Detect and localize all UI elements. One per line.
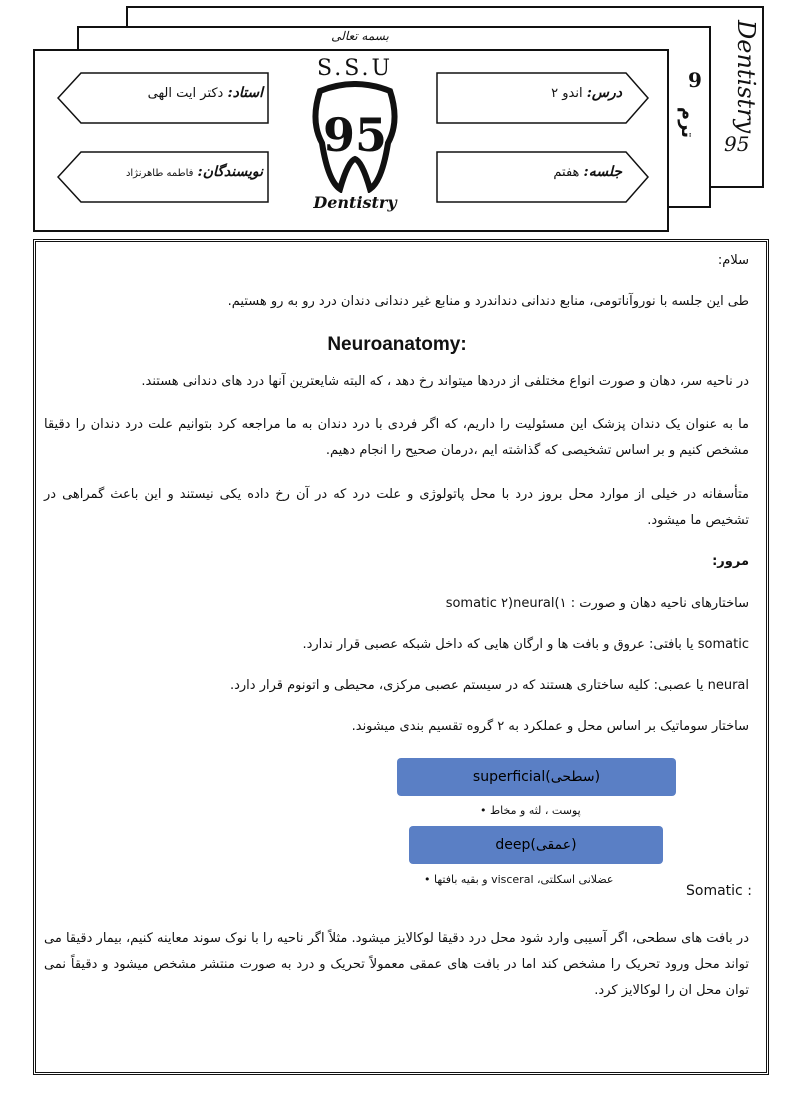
somatic-line: somatic یا بافتی: عروق و بافت ها و ارگان هایی که داخل شبکه عصبی قرار ندارد. bbox=[302, 637, 749, 652]
bismillah: بسمه تعالی bbox=[331, 29, 389, 43]
paragraph-3: متأسفانه در خیلی از موارد محل بروز درد با محل پاتولوژی و علت درد که در آن رخ داده یکی نیستند و این باعث گمراهی در تشخیص ما میشود. bbox=[44, 487, 749, 528]
session-value: هفتم bbox=[553, 165, 580, 180]
tooth-logo-icon bbox=[300, 81, 410, 193]
authors-box bbox=[57, 151, 289, 201]
heading: Neuroanatomy: bbox=[327, 334, 467, 355]
paragraph-4: در بافت های سطحی، اگر آسیبی وارد شود محل درد دقیقا لوکالایز میشود. مثلاً اگر ناحیه را با نوک سوند معاینه کنیم، بیمار دقیقا می تواند محل ورود تحریک را مشخص کند اما در بافت های عمقی معمولاً تحریک و درد به صورت منتشر مشخص میشود و دقیقاً نمی توان محل ان را لوکالایز کرد. bbox=[44, 931, 749, 998]
deep-pill: deep(عمقی) bbox=[409, 826, 663, 864]
deep-item bbox=[424, 873, 613, 886]
deep-item-text: عضلانی اسکلتی، visceral و بقیه بافتها bbox=[434, 873, 614, 886]
right-arrow-shape-2 bbox=[436, 151, 668, 203]
professor-box bbox=[57, 72, 289, 122]
side-number: 9 bbox=[688, 68, 702, 92]
session-box bbox=[436, 151, 668, 201]
course-box bbox=[436, 72, 668, 122]
course-label: درس: bbox=[586, 85, 622, 101]
superficial-item bbox=[480, 804, 581, 817]
side-brand-text: Dentistry bbox=[732, 20, 760, 134]
session-label: جلسه: bbox=[583, 164, 622, 180]
side-word: ترم bbox=[677, 106, 699, 139]
logo bbox=[300, 56, 410, 224]
somatic-root-label: Somatic : bbox=[686, 883, 752, 899]
professor-value: دکتر ایت الهی bbox=[147, 86, 224, 101]
neural-line: neural یا عصبی: کلیه ساختاری هستند که در سیستم عصبی مرکزی، محیطی و اتونوم قرار دارد. bbox=[229, 678, 749, 693]
superficial-item-text: پوست ، لثه و مخاط bbox=[490, 804, 581, 817]
structures-line: ساختارهای ناحیه دهان و صورت : ۱)somatic ۲)neural bbox=[445, 596, 749, 611]
side-year: 95 bbox=[724, 132, 750, 156]
superficial-pill: superficial(سطحی) bbox=[397, 758, 676, 796]
side-brand bbox=[730, 20, 760, 180]
logo-top: S.S.U bbox=[316, 56, 394, 81]
bullet-icon-2: • bbox=[424, 873, 431, 886]
authors-label: نویسندگان: bbox=[197, 164, 263, 180]
professor-label: استاد: bbox=[227, 85, 263, 101]
somatic-groups-line: ساختار سوماتیک بر اساس محل و عملکرد به ۲ گروه تقسیم بندی میشوند. bbox=[351, 719, 749, 734]
authors-value: فاطمه طاهرنژاد bbox=[125, 168, 194, 179]
bullet-icon: • bbox=[480, 804, 487, 817]
course-value: اندو ۲ bbox=[551, 86, 583, 101]
review-heading: مرور: bbox=[712, 554, 749, 569]
paragraph-1: در ناحیه سر، دهان و صورت انواع مختلفی از دردها میتواند رخ دهد ، که البته شایعترین آنها درد های دندانی هستند. bbox=[141, 374, 749, 389]
greeting: سلام: bbox=[717, 253, 749, 268]
intro: طی این جلسه با نوروآناتومی، منابع دندانی دنداندرد و منابع غیر دندانی دندان درد رو به رو هستیم. bbox=[227, 294, 749, 309]
logo-number: 95 bbox=[322, 108, 388, 162]
logo-bottom: Dentistry bbox=[313, 193, 397, 212]
paragraph-2: ما به عنوان یک دندان پزشک این مسئولیت را داریم، که اگر فردی با درد دندان به ما مراجعه کرد بتوانیم علت درد دندان را دقیقا مشخص کنیم و بر اساس تشخیصی که گذاشته ایم ،درمان صحیح را انجام دهیم. bbox=[44, 417, 749, 458]
